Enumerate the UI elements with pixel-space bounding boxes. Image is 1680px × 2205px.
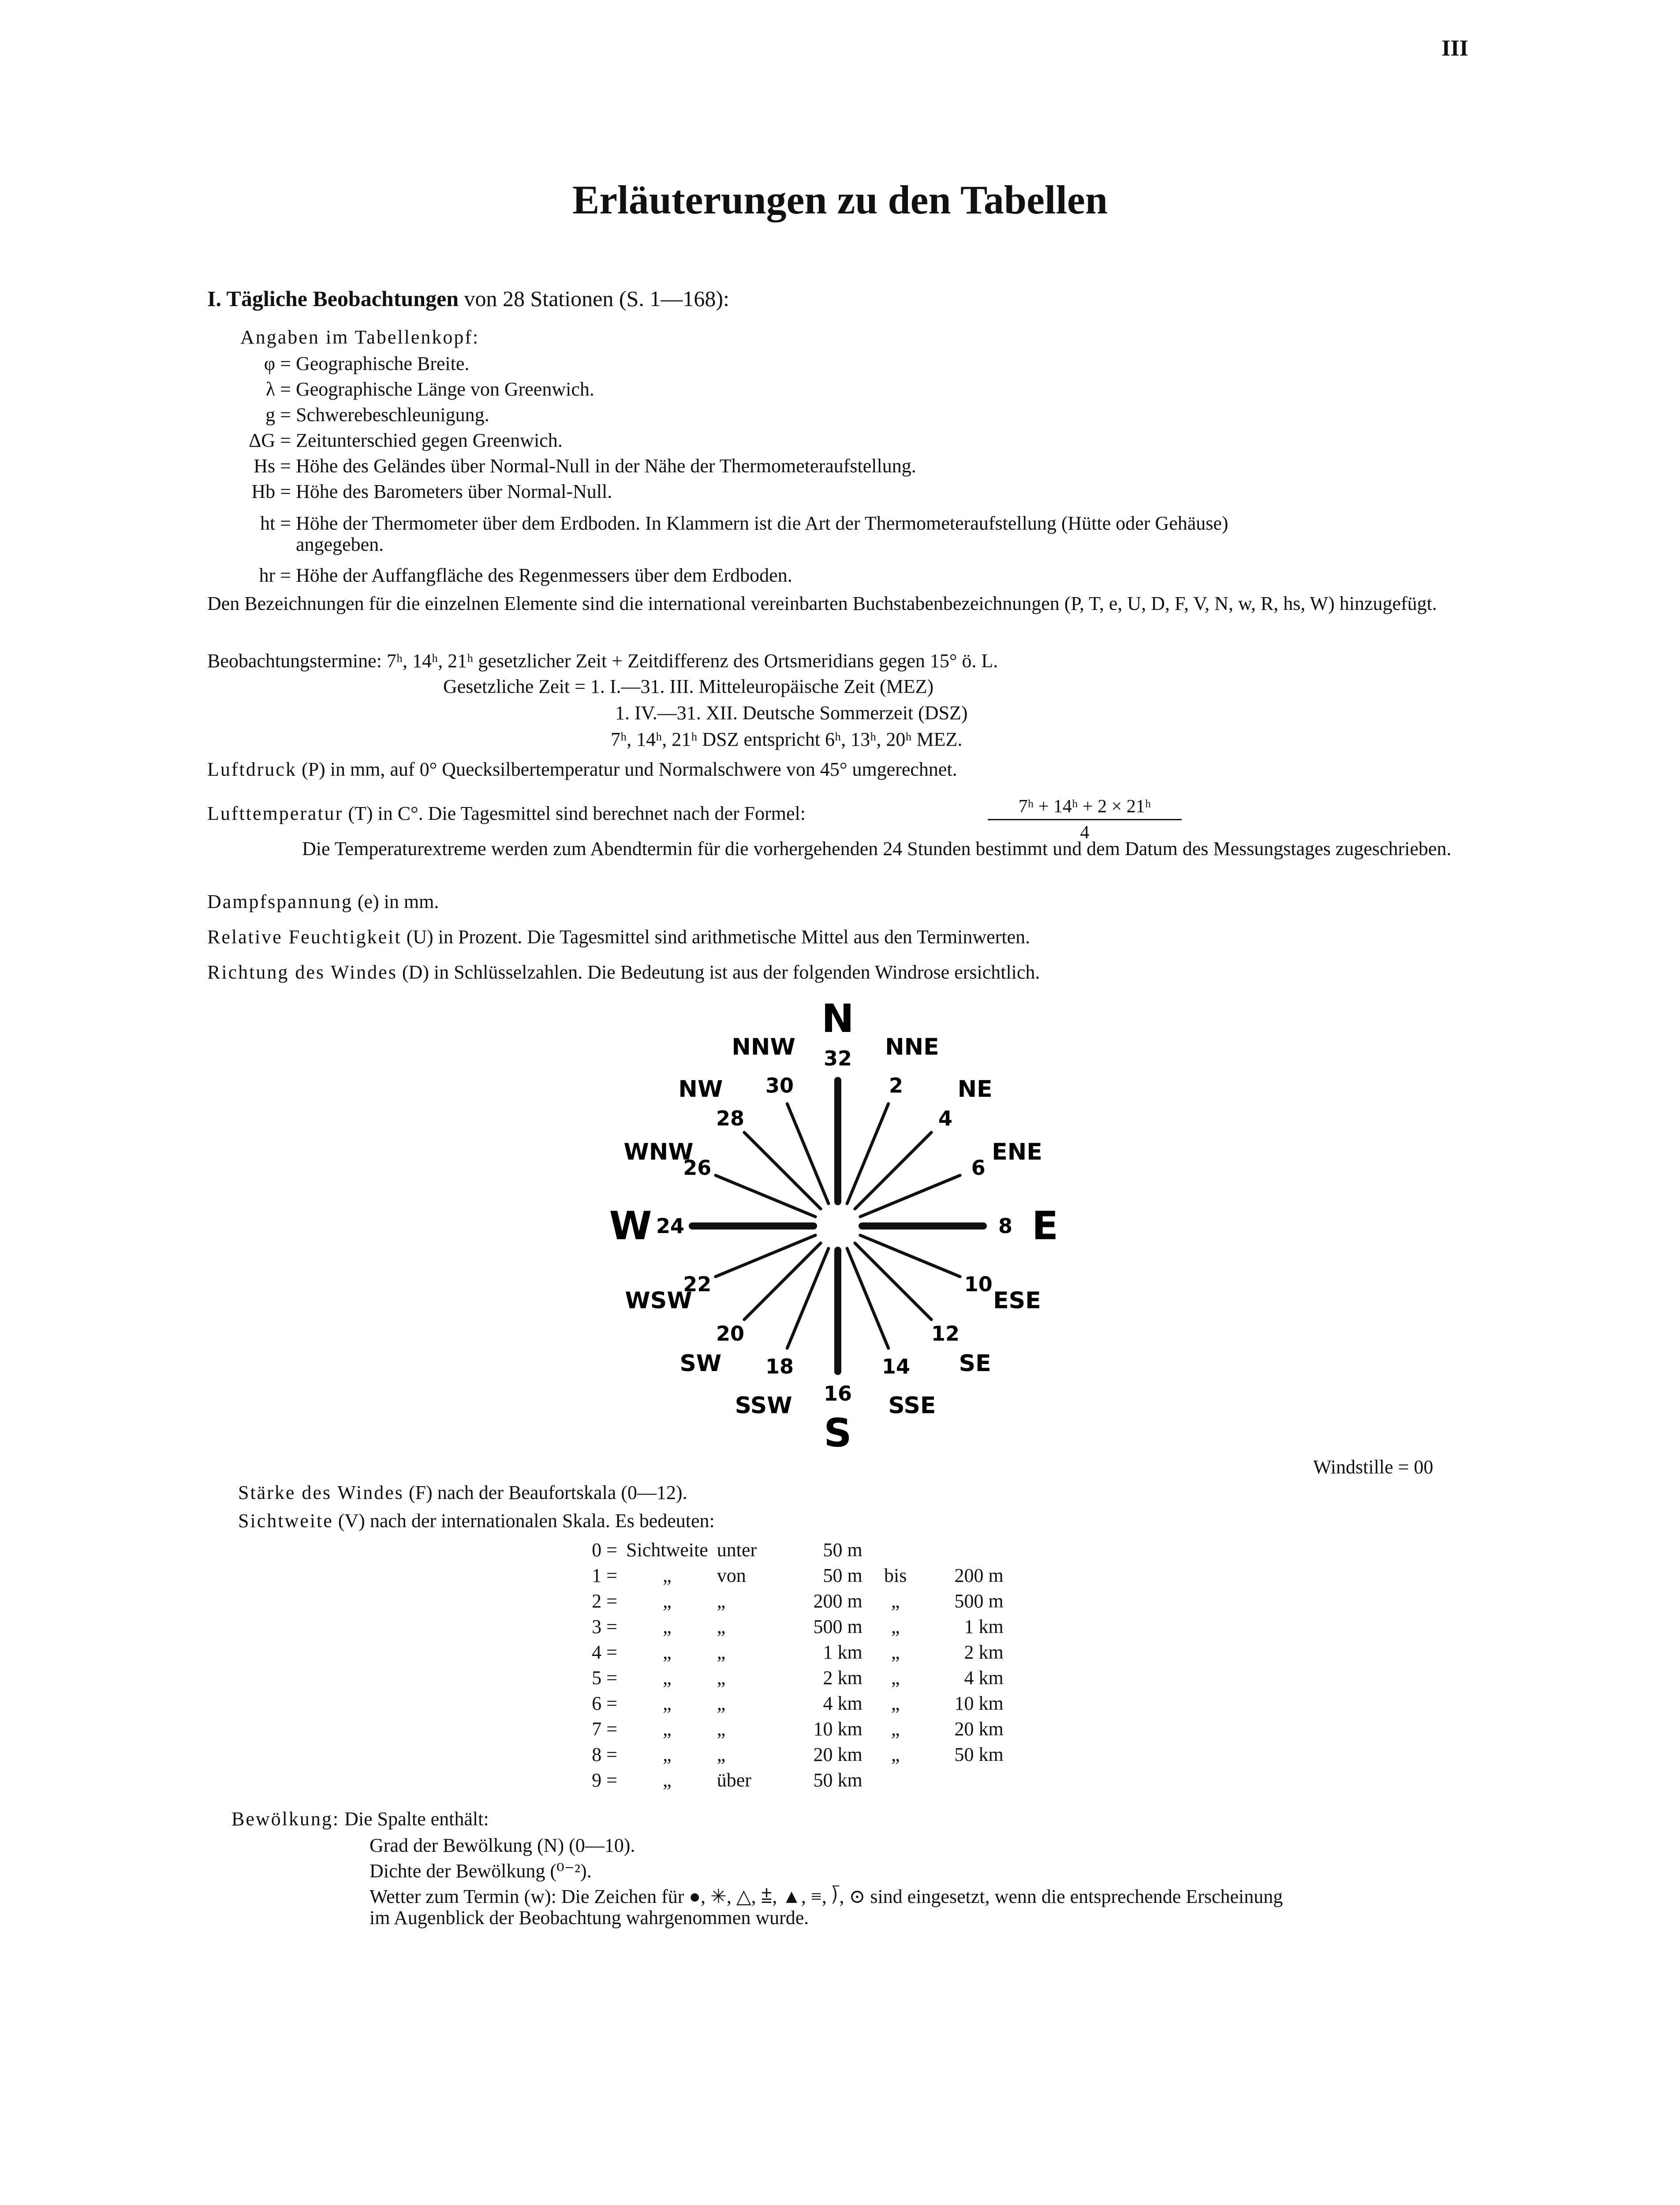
vapor-text: (e) in mm. [357, 891, 439, 912]
symbol-row-2 [238, 403, 489, 427]
wind-code-label: 32 [823, 1046, 852, 1070]
table-cell: „ [717, 1615, 726, 1637]
symbol-row-0 [238, 352, 469, 376]
pressure-text: (P) in mm, auf 0° Quecksilbertemperatur und Normalschwere von 45° umgerechnet. [301, 759, 957, 780]
symbol-text: Höhe der Thermometer über dem Erdboden. In Klammern ist die Art der Thermometeraufstellung (Hütte oder Gehäuse) [296, 512, 1228, 534]
table-row [564, 1588, 1008, 1614]
symbol-row-6 [238, 512, 1228, 535]
table-row [564, 1690, 1008, 1716]
clouds-line-4: im Augenblick der Beobachtung wahrgenommen wurde. [370, 1907, 809, 1928]
symbol-row-7 [238, 533, 384, 557]
table-cell: 1 = [592, 1564, 617, 1586]
wind-ray-wsw [716, 1235, 815, 1277]
symbol-row-4 [238, 454, 916, 478]
table-cell: über [717, 1769, 751, 1791]
table-cell: „ [663, 1564, 672, 1586]
section-heading-bold: I. Tägliche Beobachtungen [207, 286, 459, 311]
wind-ray-ssw [787, 1248, 829, 1348]
table-cell [924, 1537, 1008, 1562]
symbol-row-3 [238, 429, 563, 452]
wind-direction-label: NNW [732, 1034, 795, 1061]
wind-ray-wnw [716, 1175, 815, 1217]
page-title: Erläuterungen zu den Tabellen [572, 177, 1108, 222]
table-cell: 5 = [592, 1667, 617, 1689]
table-cell: „ [717, 1590, 726, 1612]
wind-direction-line [207, 960, 1040, 984]
wind-ray-ene [860, 1175, 960, 1217]
table-cell: 10 km [813, 1718, 862, 1740]
pressure-label: Luftdruck [207, 759, 297, 780]
wind-direction-label: NE [957, 1076, 993, 1102]
table-cell [867, 1767, 924, 1793]
wind-direction-label: NW [678, 1076, 723, 1102]
table-row [564, 1716, 1008, 1742]
table-cell: unter [717, 1539, 757, 1561]
formula-denominator: 4 [1080, 822, 1090, 843]
table-row [564, 1742, 1008, 1767]
wind-direction-label: ENE [992, 1139, 1042, 1166]
terms-line-1: Beobachtungstermine: 7ʰ, 14ʰ, 21ʰ gesetzlicher Zeit + Zeitdifferenz des Ortsmeridians gegen 15° ö. L. [207, 650, 998, 672]
table-cell: „ [663, 1641, 672, 1663]
table-cell: „ [663, 1667, 672, 1689]
clouds-line [231, 1807, 489, 1831]
table-cell: „ [663, 1769, 672, 1791]
table-cell: „ [891, 1692, 900, 1714]
table-cell: 50 km [813, 1769, 862, 1791]
wind-code-label: 18 [765, 1354, 794, 1379]
wind-code-label: 14 [882, 1354, 911, 1379]
vapor-line [207, 890, 439, 914]
wind-strength-text: (F) nach der Beaufortskala (0—12). [408, 1482, 687, 1503]
wind-ray-ne [855, 1132, 931, 1209]
wind-direction-label: WSW [625, 1287, 692, 1314]
symbol-text: Höhe der Auffangfläche des Regenmessers über dem Erdboden. [296, 564, 792, 586]
clouds-line-2: Dichte der Bewölkung (⁰⁻²). [370, 1860, 592, 1882]
table-cell: „ [717, 1718, 726, 1740]
wind-rose-diagram [595, 997, 1080, 1460]
visibility-table [564, 1537, 1008, 1793]
table-cell: „ [891, 1641, 900, 1663]
table-cell: 6 = [592, 1692, 617, 1714]
symbol: φ = [264, 353, 291, 374]
clouds-intro: Die Spalte enthält: [344, 1808, 489, 1830]
table-cell: „ [891, 1718, 900, 1740]
table-cell: „ [717, 1692, 726, 1714]
table-cell: 500 m [813, 1615, 862, 1637]
symbol: Hb = [251, 481, 291, 502]
table-cell: „ [663, 1615, 672, 1637]
wind-code-label: 24 [656, 1214, 685, 1238]
table-cell: „ [891, 1590, 900, 1612]
wind-direction-label: SE [959, 1350, 991, 1377]
wind-strength-line [238, 1481, 687, 1505]
table-cell: 200 m [954, 1564, 1004, 1586]
section-heading-rest: von 28 Stationen (S. 1—168): [464, 286, 729, 311]
clouds-line-3: Wetter zum Termin (w): Die Zeichen für ●, ✳, △, ⩲, ▲, ≡, ⟌, ⊙ sind eingesetzt, wenn die entsprechende Erscheinung [370, 1886, 1283, 1907]
humidity-text: (U) in Prozent. Die Tagesmittel sind arithmetische Mittel aus den Terminwerten. [406, 926, 1030, 948]
section-heading [207, 287, 729, 310]
wind-code-label: 28 [716, 1106, 745, 1131]
wind-code-label: 10 [964, 1272, 993, 1297]
table-cell: „ [717, 1641, 726, 1663]
wind-code-label: 26 [683, 1155, 712, 1180]
table-cell: „ [891, 1667, 900, 1689]
wind-ray-nw [744, 1132, 821, 1209]
symbol: Hs = [254, 455, 291, 477]
temperature-line [207, 802, 806, 826]
formula-numerator: 7ʰ + 14ʰ + 2 × 21ʰ [988, 796, 1182, 820]
symbol: ht = [260, 512, 291, 534]
symbol: λ = [265, 378, 291, 400]
wind-ray-se [855, 1243, 931, 1319]
table-cell: „ [663, 1743, 672, 1765]
wind-direction-label: SSE [888, 1392, 936, 1419]
symbol-text: Geographische Länge von Greenwich. [296, 378, 594, 400]
page-number: III [1441, 36, 1468, 61]
wind-ray-nnw [787, 1104, 829, 1203]
table-cell: 20 km [813, 1743, 862, 1765]
wind-direction-label: E [1031, 1203, 1059, 1248]
symbol: ΔG = [249, 430, 291, 451]
wind-direction-label: NNE [885, 1034, 939, 1061]
wind-code-label: 2 [889, 1073, 903, 1098]
symbol-text: Geographische Breite. [296, 353, 470, 374]
table-cell: „ [891, 1615, 900, 1637]
table-row [564, 1767, 1008, 1793]
wind-code-label: 30 [765, 1073, 794, 1098]
table-cell: 3 = [592, 1615, 617, 1637]
pressure-line [207, 758, 957, 781]
table-row [564, 1537, 1008, 1562]
wind-code-label: 20 [716, 1321, 745, 1345]
clouds-label: Bewölkung: [231, 1808, 340, 1830]
wind-code-label: 16 [823, 1382, 852, 1405]
symbol-text: Höhe des Geländes über Normal-Null in der Nähe der Thermometeraufstellung. [296, 455, 916, 477]
humidity-label: Relative Feuchtigkeit [207, 926, 402, 948]
wind-code-label: 6 [971, 1155, 986, 1180]
table-row [564, 1614, 1008, 1639]
table-cell [867, 1537, 924, 1562]
symbol: hr = [259, 564, 291, 586]
table-cell: 2 km [964, 1641, 1004, 1663]
table-cell: 1 km [964, 1615, 1004, 1637]
table-cell: 500 m [954, 1590, 1004, 1612]
table-cell: 4 = [592, 1641, 617, 1663]
wind-code-label: 12 [931, 1321, 959, 1345]
symbol-text: Schwerebeschleunigung. [296, 404, 489, 426]
terms-line-4: 7ʰ, 14ʰ, 21ʰ DSZ entspricht 6ʰ, 13ʰ, 20ʰ MEZ. [611, 729, 963, 750]
wind-ray-nne [847, 1104, 889, 1203]
wind-ray-ese [860, 1235, 960, 1277]
table-cell: „ [891, 1743, 900, 1765]
visibility-label: Sichtweite [238, 1510, 333, 1532]
symbol-row-8 [238, 564, 792, 587]
symbol-row-1 [238, 377, 594, 401]
temperature-extremes: Die Temperaturextreme werden zum Abendtermin für die vorhergehenden 24 Stunden bestimmt und dem Datum des Messungstages zugeschrieben. [302, 838, 1452, 860]
symbol-text: angegeben. [296, 534, 384, 555]
terms-line-2: Gesetzliche Zeit = 1. I.—31. III. Mitteleuropäische Zeit (MEZ) [443, 676, 934, 697]
humidity-line [207, 925, 1030, 949]
table-cell: 0 = [592, 1539, 617, 1561]
wind-direction-label: W [609, 1203, 652, 1248]
wind-strength-label: Stärke des Windes [238, 1482, 404, 1503]
table-row [564, 1665, 1008, 1690]
wind-direction-label: ESE [993, 1287, 1041, 1314]
table-row [564, 1562, 1008, 1588]
table-cell: 50 km [954, 1743, 1004, 1765]
table-cell: 8 = [592, 1743, 617, 1765]
wind-ray-sse [847, 1248, 889, 1348]
table-row [564, 1639, 1008, 1665]
table-cell: 10 km [954, 1692, 1004, 1714]
table-cell: von [717, 1564, 746, 1586]
table-cell: „ [717, 1667, 726, 1689]
calm-note: Windstille = 00 [1313, 1456, 1434, 1478]
wind-direction-label: Richtung des Windes [207, 961, 397, 983]
temperature-formula [988, 796, 1182, 843]
table-cell: 20 km [954, 1718, 1004, 1740]
table-cell: „ [717, 1743, 726, 1765]
wind-direction-label: S [824, 1410, 852, 1456]
table-cell: „ [663, 1718, 672, 1740]
designations-paragraph: Den Bezeichnungen für die einzelnen Elemente sind die international vereinbarten Buchstabenbezeichnungen (P, T, e, U, D, F, V, N, w, R, hs, W) hinzugefügt. [207, 593, 1437, 614]
vapor-label: Dampfspannung [207, 891, 353, 912]
terms-line-3: 1. IV.—31. XII. Deutsche Sommerzeit (DSZ) [615, 702, 968, 724]
table-cell: 1 km [823, 1641, 862, 1663]
visibility-line [238, 1509, 715, 1533]
table-cell: 200 m [813, 1590, 862, 1612]
wind-direction-label: SW [679, 1350, 722, 1377]
symbol-text: Zeitunterschied gegen Greenwich. [296, 430, 563, 451]
table-cell: bis [884, 1564, 907, 1586]
table-cell: 2 = [592, 1590, 617, 1612]
temperature-text: (T) in C°. Die Tagesmittel sind berechnet nach der Formel: [348, 803, 806, 824]
symbol-row-5 [238, 480, 612, 504]
temperature-label: Lufttemperatur [207, 803, 343, 824]
wind-direction-text: (D) in Schlüsselzahlen. Die Bedeutung ist aus der folgenden Windrose ersichtlich. [402, 961, 1040, 983]
wind-code-label: 8 [998, 1214, 1013, 1238]
wind-code-label: 22 [683, 1272, 712, 1297]
wind-direction-label: WNW [623, 1139, 694, 1166]
wind-direction-label: SSW [735, 1392, 792, 1419]
table-cell: „ [663, 1692, 672, 1714]
table-cell: 2 km [823, 1667, 862, 1689]
table-cell: „ [663, 1590, 672, 1612]
table-cell: 4 km [964, 1667, 1004, 1689]
symbol: g = [265, 404, 291, 426]
clouds-line-1: Grad der Bewölkung (N) (0—10). [370, 1835, 635, 1856]
table-cell: 4 km [823, 1692, 862, 1714]
table-cell: Sichtweite [626, 1539, 708, 1561]
wind-direction-label: N [821, 997, 854, 1041]
table-cell: 50 m [823, 1564, 862, 1586]
header-intro: Angaben im Tabellenkopf: [240, 326, 480, 348]
table-cell: 7 = [592, 1718, 617, 1740]
wind-code-label: 4 [938, 1106, 952, 1131]
table-cell [924, 1767, 1008, 1793]
table-cell: 50 m [823, 1539, 862, 1561]
visibility-text: (V) nach der internationalen Skala. Es bedeuten: [338, 1510, 715, 1532]
symbol-text: Höhe des Barometers über Normal-Null. [296, 481, 612, 502]
table-cell: 9 = [592, 1769, 617, 1791]
wind-ray-sw [744, 1243, 821, 1319]
